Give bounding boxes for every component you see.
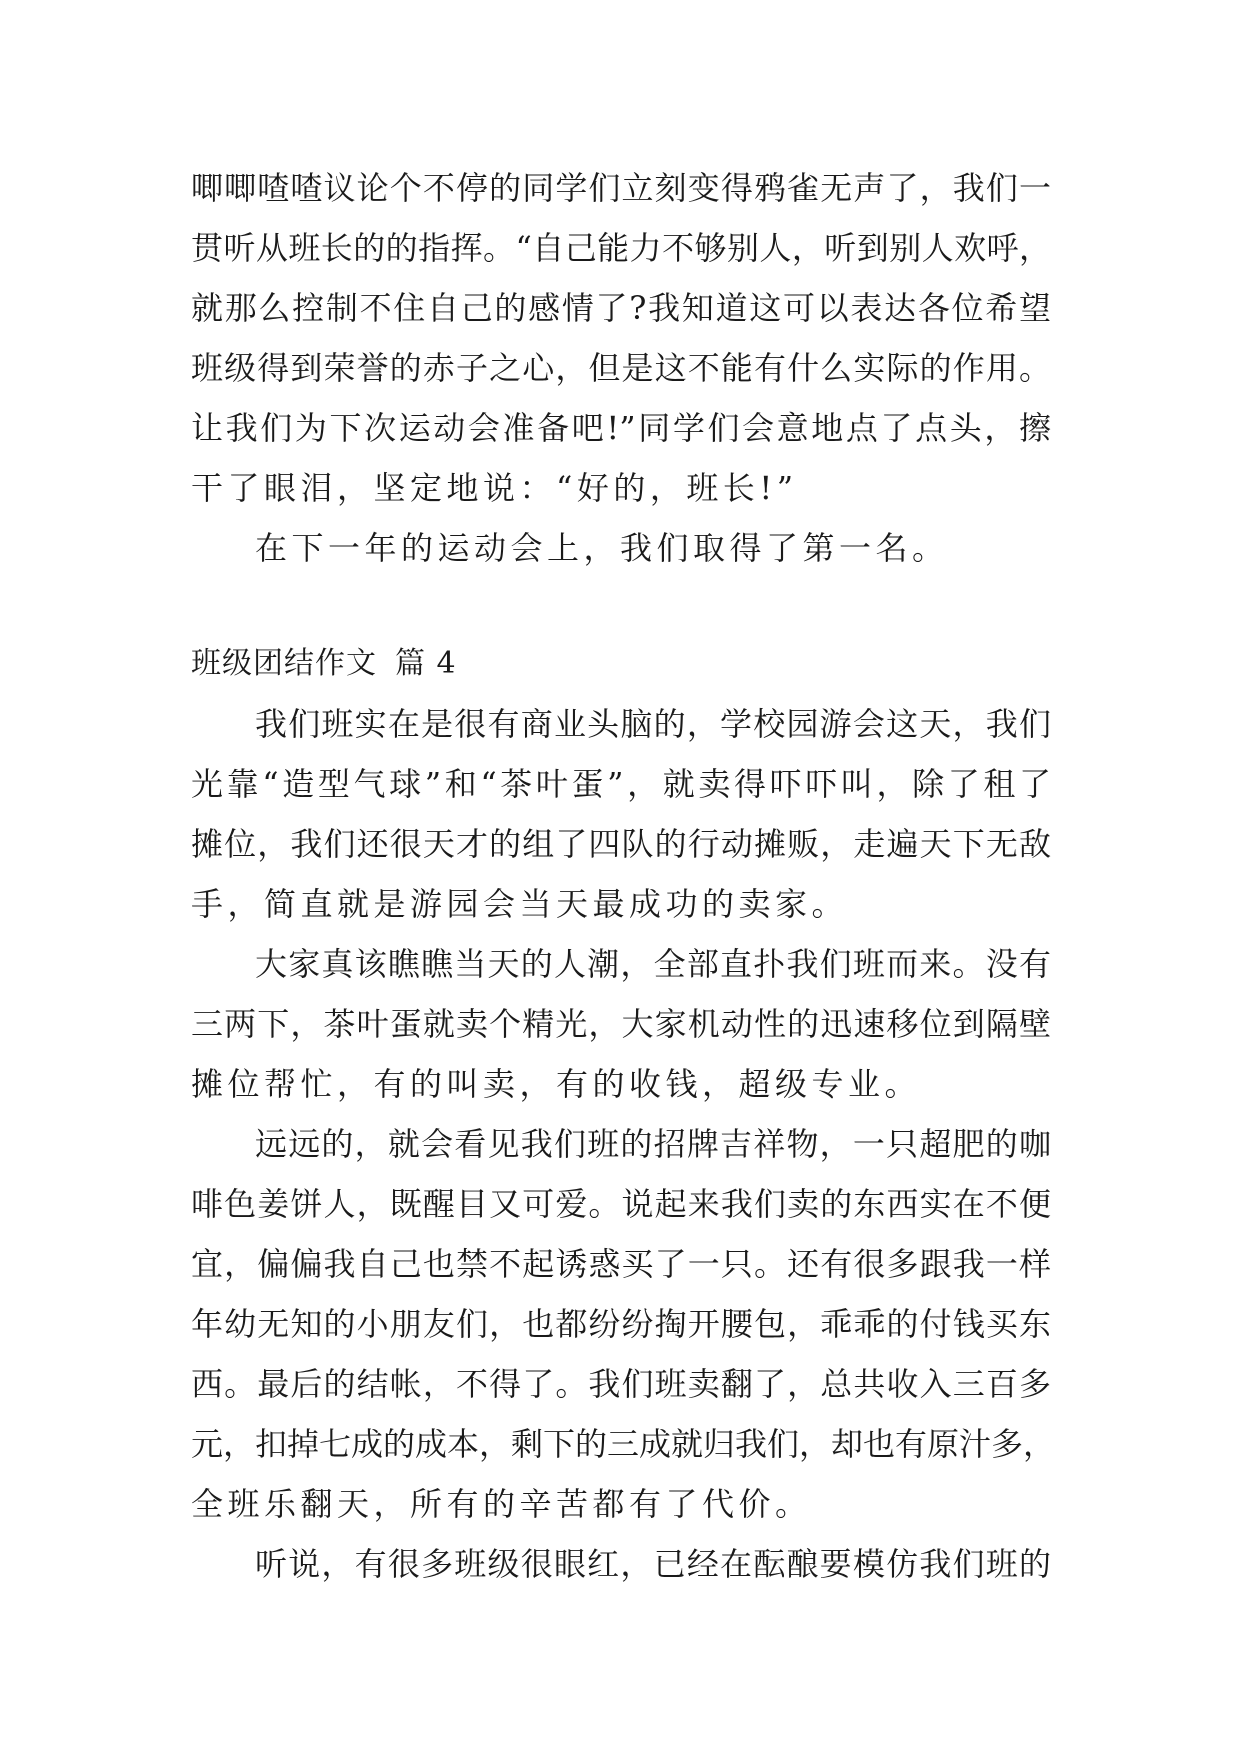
text-line: 在下一年的运动会上，我们取得了第一名。 bbox=[255, 529, 949, 567]
section-number: 篇 4 bbox=[395, 646, 457, 681]
text-line: 让我们为下次运动会准备吧!”同学们会意地点了点头，擦 bbox=[191, 409, 1051, 447]
paragraph bbox=[191, 934, 1051, 1114]
text-line: 宜，偏偏我自己也禁不起诱惑买了一只。还有很多跟我一样 bbox=[191, 1245, 1051, 1283]
text-line: 三两下，茶叶蛋就卖个精光，大家机动性的迅速移位到隔壁 bbox=[191, 1005, 1051, 1043]
section-title: 班级团结作文 bbox=[191, 646, 377, 681]
text-line: 年幼无知的小朋友们，也都纷纷掏开腰包，乖乖的付钱买东 bbox=[191, 1305, 1051, 1343]
text-line: 啡色姜饼人，既醒目又可爱。说起来我们卖的东西实在不便 bbox=[191, 1185, 1051, 1223]
text-line: 摊位帮忙，有的叫卖，有的收钱，超级专业。 bbox=[191, 1065, 922, 1103]
text-line: 全班乐翻天，所有的辛苦都有了代价。 bbox=[191, 1485, 812, 1523]
text-line: 元，扣掉七成的成本，剩下的三成就归我们，却也有原汁多， bbox=[191, 1425, 1056, 1463]
text-line: 听说，有很多班级很眼红，已经在酝酿要模仿我们班的 bbox=[255, 1545, 1051, 1583]
text-line: 摊位，我们还很天才的组了四队的行动摊贩，走遍天下无敌 bbox=[191, 825, 1051, 863]
text-line: 干了眼泪，坚定地说：“好的，班长!” bbox=[191, 469, 798, 507]
text-line: 光靠“造型气球”和“茶叶蛋”，就卖得吓吓叫，除了租了 bbox=[191, 765, 1051, 803]
document-page bbox=[191, 158, 1056, 1594]
paragraph bbox=[191, 158, 1051, 518]
paragraph bbox=[191, 1114, 1056, 1534]
text-line: 西。最后的结帐，不得了。我们班卖翻了，总共收入三百多 bbox=[191, 1365, 1051, 1403]
paragraph bbox=[191, 518, 1051, 578]
text-line: 就那么控制不住自己的感情了?我知道这可以表达各位希望 bbox=[191, 289, 1051, 327]
paragraph bbox=[191, 1534, 1051, 1594]
text-line: 我们班实在是很有商业头脑的，学校园游会这天，我们 bbox=[255, 705, 1051, 743]
text-line: 远远的，就会看见我们班的招牌吉祥物，一只超肥的咖 bbox=[255, 1125, 1051, 1163]
paragraph bbox=[191, 694, 1051, 934]
text-line: 班级得到荣誉的赤子之心，但是这不能有什么实际的作用。 bbox=[191, 349, 1051, 387]
text-line: 唧唧喳喳议论个不停的同学们立刻变得鸦雀无声了，我们一 bbox=[191, 169, 1051, 207]
section-heading bbox=[191, 634, 1051, 694]
text-line: 大家真该瞧瞧当天的人潮，全部直扑我们班而来。没有 bbox=[255, 945, 1051, 983]
section-spacer bbox=[191, 578, 1051, 634]
text-line: 贯听从班长的的指挥。“自己能力不够别人，听到别人欢呼， bbox=[191, 229, 1051, 267]
text-line: 手，简直就是游园会当天最成功的卖家。 bbox=[191, 885, 849, 923]
